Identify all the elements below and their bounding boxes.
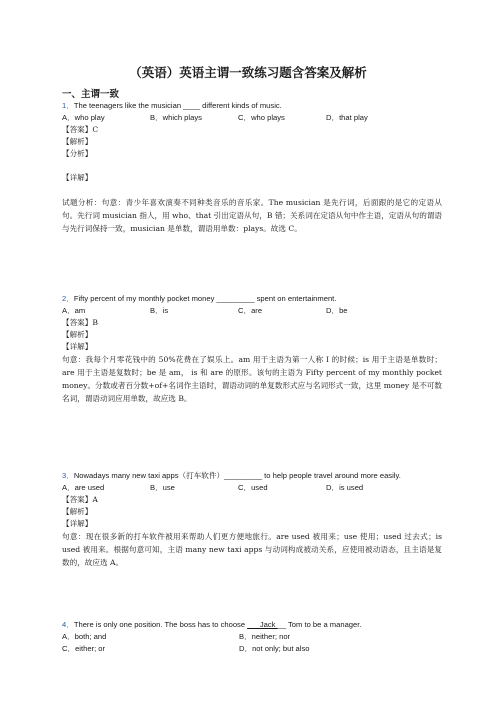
fenxi-label: 【分析】 xyxy=(62,149,93,158)
question-number: 2． xyxy=(62,294,74,303)
analysis-label: 【解析】 xyxy=(62,507,93,516)
option-b: B．which plays xyxy=(150,113,202,122)
options-row xyxy=(62,482,442,494)
question-text-start: There is only one position. The boss has to choose xyxy=(73,620,248,629)
option-a: A．am xyxy=(62,306,86,315)
question-text-end: __ Tom to be a manager. xyxy=(277,620,362,629)
explanation-text: 句意：我每个月零花钱中的 50%花费在了娱乐上。am 用于主语为第一人称 I 的时候；is 用于主语是单数时；are 用于主语是复数时；be 是 am， is 和 are 的原形。该句的主语为 Fifty percent of my monthly pocket money。分数或者百分数+of+名词作主语时，谓语动词的单复数形式应与名词形式一致，这里 money 是不可数名词，谓语动词应用单数，故应选 B。 xyxy=(62,355,442,403)
answer-label: 【答案】A xyxy=(62,495,98,504)
option-d: D．be xyxy=(326,306,348,315)
option-d: D．is used xyxy=(326,483,364,492)
blank-jack: ___Jack xyxy=(247,620,278,629)
question-number: 3． xyxy=(62,471,74,480)
option-d: D．not only; but also xyxy=(239,644,310,653)
question-text: Nowadays many new taxi apps（打车软件）_________ to help people travel around more easily. xyxy=(73,471,401,480)
question-1 xyxy=(62,100,442,235)
analysis-label: 【解析】 xyxy=(62,330,93,339)
question-number: 1． xyxy=(62,101,74,110)
options-row xyxy=(62,112,442,124)
answer-label: 【答案】B xyxy=(62,318,98,327)
section-heading: 一、主谓一致 xyxy=(62,89,120,100)
detail-label: 【详解】 xyxy=(62,173,93,182)
option-c: C．who plays xyxy=(238,113,285,122)
option-a: A．who play xyxy=(62,113,105,122)
question-number: 4． xyxy=(62,620,74,629)
answer-label: 【答案】C xyxy=(62,125,99,134)
option-c: C．either; or xyxy=(62,644,106,653)
question-4 xyxy=(62,619,442,655)
option-d: D．that play xyxy=(326,113,368,122)
option-b: B．is xyxy=(150,306,169,315)
option-c: C．are xyxy=(238,306,263,315)
option-b: B．neither; nor xyxy=(239,632,291,641)
option-a: A．both; and xyxy=(62,632,107,641)
options-row xyxy=(62,643,442,655)
question-2 xyxy=(62,293,442,405)
option-b: B．use xyxy=(150,483,175,492)
question-stem xyxy=(62,469,442,482)
option-a: A．are used xyxy=(62,483,105,492)
question-stem xyxy=(62,100,442,112)
question-text: Fifty percent of my monthly pocket money _________ spent on entertainment. xyxy=(73,294,337,303)
question-text: The teenagers like the musician ____ different kinds of music. xyxy=(73,101,282,110)
page-title: （英语）英语主谓一致练习题含答案及解析 xyxy=(129,65,367,80)
options-row xyxy=(62,305,442,317)
explanation-text: 试题分析：句意：青少年喜欢演奏不同种类音乐的音乐家。The musician 是先行词，后面跟的是它的定语从句。先行词 musician 指人，用 who、that 引出定语从句，B 错；关系词在定语从句中作主语，定语从句的谓语与先行词保持一致，musician 是单数，谓语用单数：plays。故选 C。 xyxy=(62,198,442,233)
explanation-text: 句意：现在很多新的打车软件被用来帮助人们更方便地旅行。are used 被用来；use 使用；used 过去式；is used 被用来。根据句意可知，主语 many new taxi apps 与动词构成被动关系，应使用被动语态，且主语是复数的，故应选 A。 xyxy=(62,532,442,567)
question-stem xyxy=(62,293,442,305)
option-c: C．used xyxy=(238,483,268,492)
detail-label: 【详解】 xyxy=(62,342,93,351)
analysis-label: 【解析】 xyxy=(62,137,93,146)
options-row xyxy=(62,631,442,643)
question-stem xyxy=(62,619,442,631)
question-3 xyxy=(62,469,442,569)
detail-label: 【详解】 xyxy=(62,519,93,528)
